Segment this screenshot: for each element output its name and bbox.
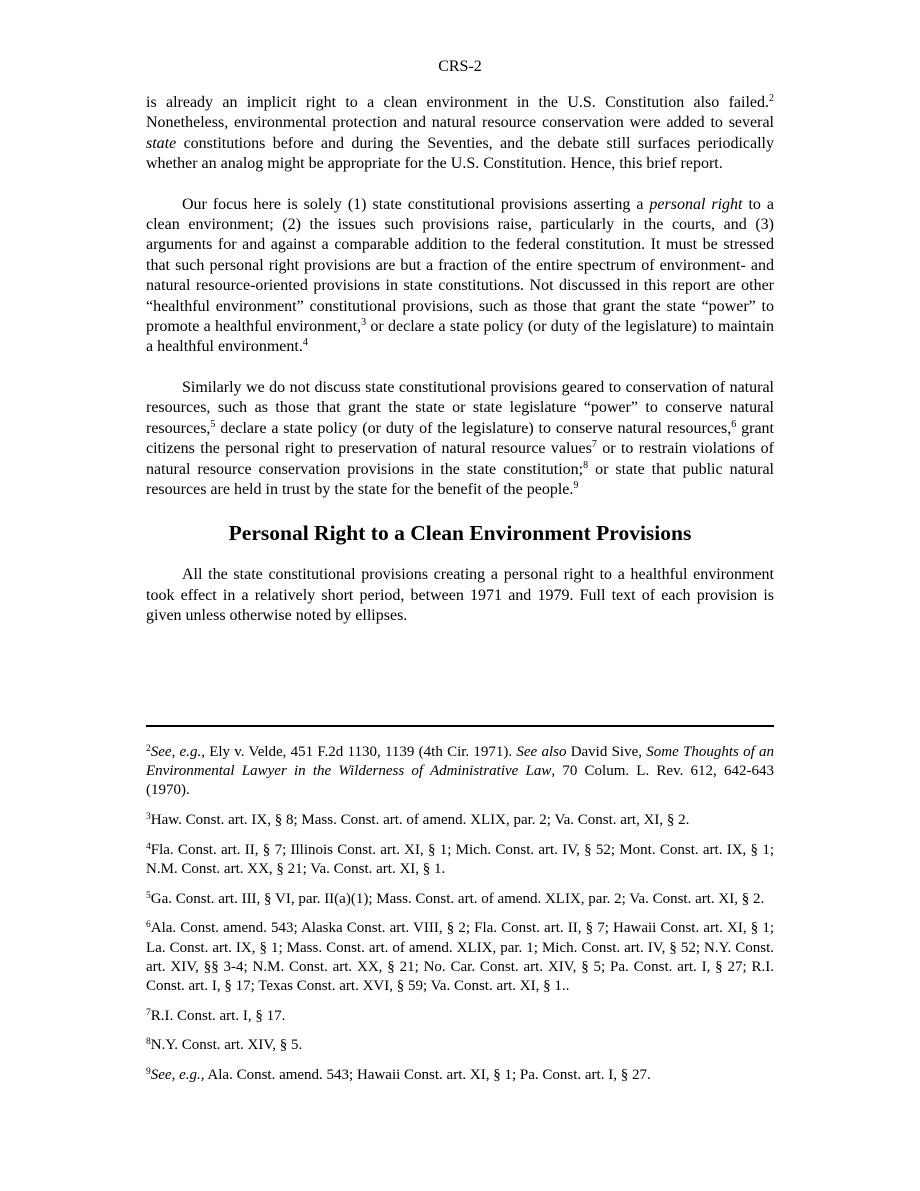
- footnote-ref-6[interactable]: 6: [731, 418, 737, 430]
- p1-emphasis: state: [146, 134, 177, 152]
- p2-emphasis: personal right: [649, 195, 743, 213]
- footnote-ref-4[interactable]: 4: [302, 337, 308, 349]
- p2-text-c: or declare a state policy (or duty of the legislature) to maintain a healthful environment.: [146, 318, 775, 356]
- footnote-number: 3: [146, 812, 151, 823]
- paragraph-4: All the state constitutional provisions creating a personal right to a healthful environment took effect in a relatively short period, between 1971 and 1979. Full text of each provision is given unless otherwise noted by ellipses.: [146, 566, 774, 625]
- footnote-divider: [146, 725, 774, 727]
- p3-text-b: declare a state policy (or duty of the legislature) to conserve natural resources,: [215, 419, 732, 437]
- p2-text-b: to a clean environment; (2) the issues such provisions raise, particularly in the courts, and (3) arguments for and against a comparable addition to the federal constitution. It must be stressed that such personal right provisions are but a fraction of the entire spectrum of environment- and natural resource-oriented provisions in state constitutions. Not discussed in this report are other “healthful environment” constitutional provisions, such as those that grant the state “power” to promote a healthful environment,: [146, 195, 774, 336]
- footnote-text: Haw. Const. art. IX, § 8; Mass. Const. art. of amend. XLIX, par. 2; Va. Const. art, XI, § 2.: [150, 812, 690, 829]
- footnote-text: Ely v. Velde, 451 F.2d 1130, 1139 (4th Cir. 1971).: [204, 744, 517, 760]
- footnote-number: 6: [146, 920, 151, 931]
- section-heading: Personal Right to a Clean Environment Provisions: [228, 521, 692, 546]
- footnote-number: 8: [146, 1037, 151, 1048]
- footnote-ref-5[interactable]: 5: [210, 418, 216, 430]
- p3-text-d: or to restrain violations of natural resource conservation provisions in the state constitution;: [146, 440, 775, 478]
- footnote-number: 2: [146, 744, 151, 754]
- footnote-text: , 70 Colum. L. Rev. 612, 642-643 (1970).: [146, 763, 775, 799]
- p1-text-a: is already an implicit right to a clean environment in the U.S. Constitution also failed.: [146, 94, 769, 111]
- footnote-number: 9: [146, 1067, 151, 1078]
- p3-text-e: or state that public natural resources are held in trust by the state for the benefit of the people.: [146, 460, 774, 498]
- footnote-ref-3[interactable]: 3: [361, 317, 367, 329]
- footnote-number: 7: [146, 1007, 151, 1018]
- p3-text-c: grant citizens the personal right to preservation of natural resource values: [146, 419, 774, 458]
- footnote-9: [146, 1066, 774, 1085]
- footnote-2: [146, 743, 774, 801]
- p3-text-a: Similarly we do not discuss state constitutional provisions geared to conservation of natural resources, such as those that grant the state or state legislature “power” to conserve natural resources,: [146, 378, 774, 437]
- footnote-ref-8[interactable]: 8: [583, 459, 589, 471]
- footnote-emphasis: Some Thoughts of an Environmental Lawyer in the Wilderness of Administrative Law: [146, 744, 774, 780]
- paragraph-3: [146, 378, 774, 500]
- footnote-text: Ala. Const. amend. 543; Hawaii Const. art. XI, § 1; Pa. Const. art. I, § 27.: [204, 1067, 651, 1084]
- footnote-emphasis: See, e.g.,: [150, 744, 205, 760]
- footnote-number: 5: [146, 890, 151, 901]
- p1-text-c: constitutions before and during the Seventies, and the debate still surfaces periodically whether an analog might be appropriate for the U.S. Constitution. Hence, this brief report.: [146, 134, 774, 173]
- footnote-emphasis: See also: [516, 744, 567, 760]
- p1-text-b: Nonetheless, environmental protection and natural resource conservation were added to several: [146, 114, 774, 132]
- footnote-8: [146, 1036, 774, 1055]
- paragraph-2: [146, 195, 774, 358]
- footnote-number: 4: [146, 841, 151, 852]
- footnote-text: Fla. Const. art. II, § 7; Illinois Const. art. XI, § 1; Mich. Const. art. IV, § 52; Mont. Const. art. IX, § 1; N.M. Const. art. XX, § 21; Va. Const. art. XI, § 1.: [146, 841, 774, 878]
- footnote-text: Ala. Const. amend. 543; Alaska Const. art. VIII, § 2; Fla. Const. art. II, § 7; Hawaii Const. art. XI, § 1; La. Const. art. IX, § 1; Mass. Const. art. of amend. XLIX, par. 1; Mich. Const. art. IV, § 52; N.Y. Const. art. XIV, §§ 3-4; N.M. Const. art. XX, § 21; No. Car. Const. art. XIV, § 5; Pa. Const. art. I, § 27; R.I. Const. art. I, § 17; Texas Const. art. XVI, § 59; Va. Const. art. XI, § 1..: [146, 920, 774, 995]
- body-text: [146, 93, 774, 627]
- footnote-text: Ga. Const. art. III, § VI, par. II(a)(1); Mass. Const. art. of amend. XLIX, par. 2; Va. Const. art. XI, § 2.: [150, 890, 765, 907]
- footnote-7: [146, 1007, 774, 1026]
- footnote-ref-9[interactable]: 9: [573, 479, 579, 491]
- footnote-text: N.Y. Const. art. XIV, § 5.: [150, 1037, 303, 1054]
- footnote-ref-7[interactable]: 7: [591, 439, 597, 451]
- footnote-5: [146, 890, 774, 909]
- footnotes: [146, 743, 774, 1096]
- footnote-ref-2[interactable]: 2: [769, 93, 774, 104]
- footnote-text: David Sive,: [566, 744, 647, 760]
- footnote-3: [146, 811, 774, 830]
- paragraph-1: [146, 93, 774, 175]
- footnote-text: R.I. Const. art. I, § 17.: [150, 1007, 286, 1024]
- page-header: CRS-2: [438, 58, 482, 75]
- footnote-6: [146, 919, 774, 996]
- p2-text-a: Our focus here is solely (1) state constitutional provisions asserting a: [182, 195, 650, 213]
- footnote-emphasis: See, e.g.,: [150, 1067, 205, 1084]
- footnote-4: [146, 841, 774, 879]
